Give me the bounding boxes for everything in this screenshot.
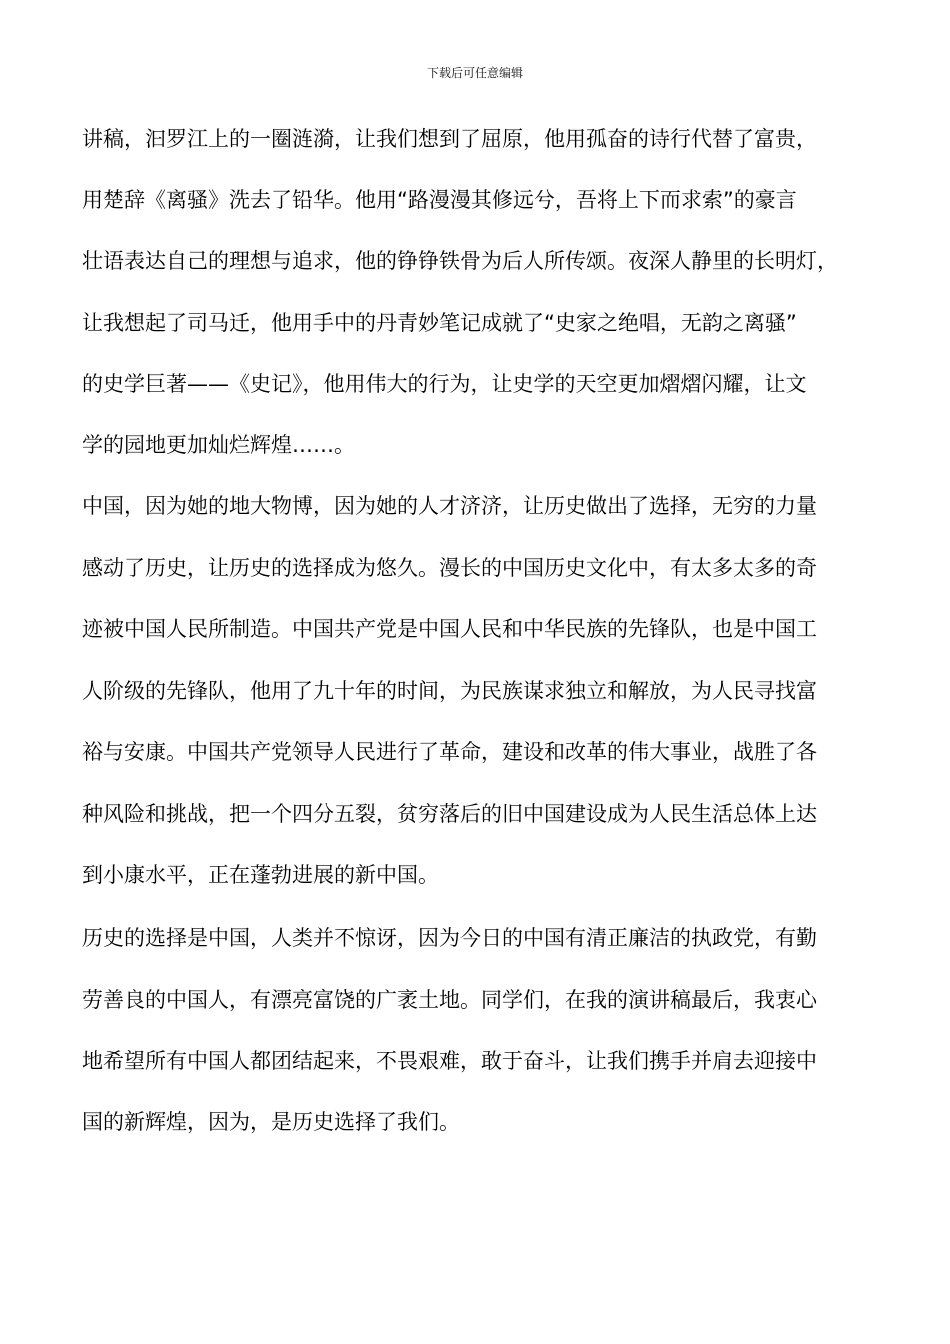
text-line: 学的园地更加灿烂辉煌……。	[82, 433, 355, 457]
text-line: 用楚辞《离骚》洗去了铅华。他用“路漫漫其修远兮，吾将上下而求索”的豪言	[82, 188, 797, 212]
text-line: 中国，因为她的地大物博，因为她的人才济济，让历史做出了选择，无穷的力量	[82, 494, 817, 518]
text-line: 历史的选择是中国，人类并不惊讶，因为今日的中国有清正廉洁的执政党，有勤	[82, 926, 817, 950]
text-line: 种风险和挑战，把一个四分五裂，贫穷落后的旧中国建设成为人民生活总体上达	[82, 802, 817, 826]
text-line: 人阶级的先锋队，他用了九十年的时间，为民族谋求独立和解放，为人民寻找富	[82, 679, 817, 703]
text-line: 到小康水平，正在蓬勃进展的新中国。	[82, 863, 439, 887]
text-line: 讲稿，汩罗江上的一圈涟漪，让我们想到了屈原，他用孤奋的诗行代替了富贵，	[82, 127, 817, 151]
text-line: 让我想起了司马迁，他用手中的丹青妙笔记成就了“史家之绝唱，无韵之离骚”	[82, 311, 797, 335]
text-line: 国的新辉煌，因为，是历史选择了我们。	[82, 1110, 460, 1134]
text-line: 壮语表达自己的理想与追求，他的铮铮铁骨为后人所传颂。夜深人静里的长明灯，	[82, 249, 838, 273]
text-line: 劳善良的中国人，有漂亮富饶的广袤土地。同学们，在我的演讲稿最后，我衷心	[82, 988, 817, 1012]
text-line: 的史学巨著——《史记》，他用伟大的行为，让史学的天空更加熠熠闪耀，让文	[82, 372, 807, 396]
text-line: 地希望所有中国人都团结起来，不畏艰难，敢于奋斗，让我们携手并肩去迎接中	[82, 1049, 817, 1073]
text-line: 迹被中国人民所制造。中国共产党是中国人民和中华民族的先锋队，也是中国工	[82, 617, 817, 641]
text-line: 感动了历史，让历史的选择成为悠久。漫长的中国历史文化中，有太多太多的奇	[82, 556, 817, 580]
text-line: 裕与安康。中国共产党领导人民进行了革命，建设和改革的伟大事业，战胜了各	[82, 740, 817, 764]
page-header: 下载后可任意编辑	[426, 66, 523, 80]
